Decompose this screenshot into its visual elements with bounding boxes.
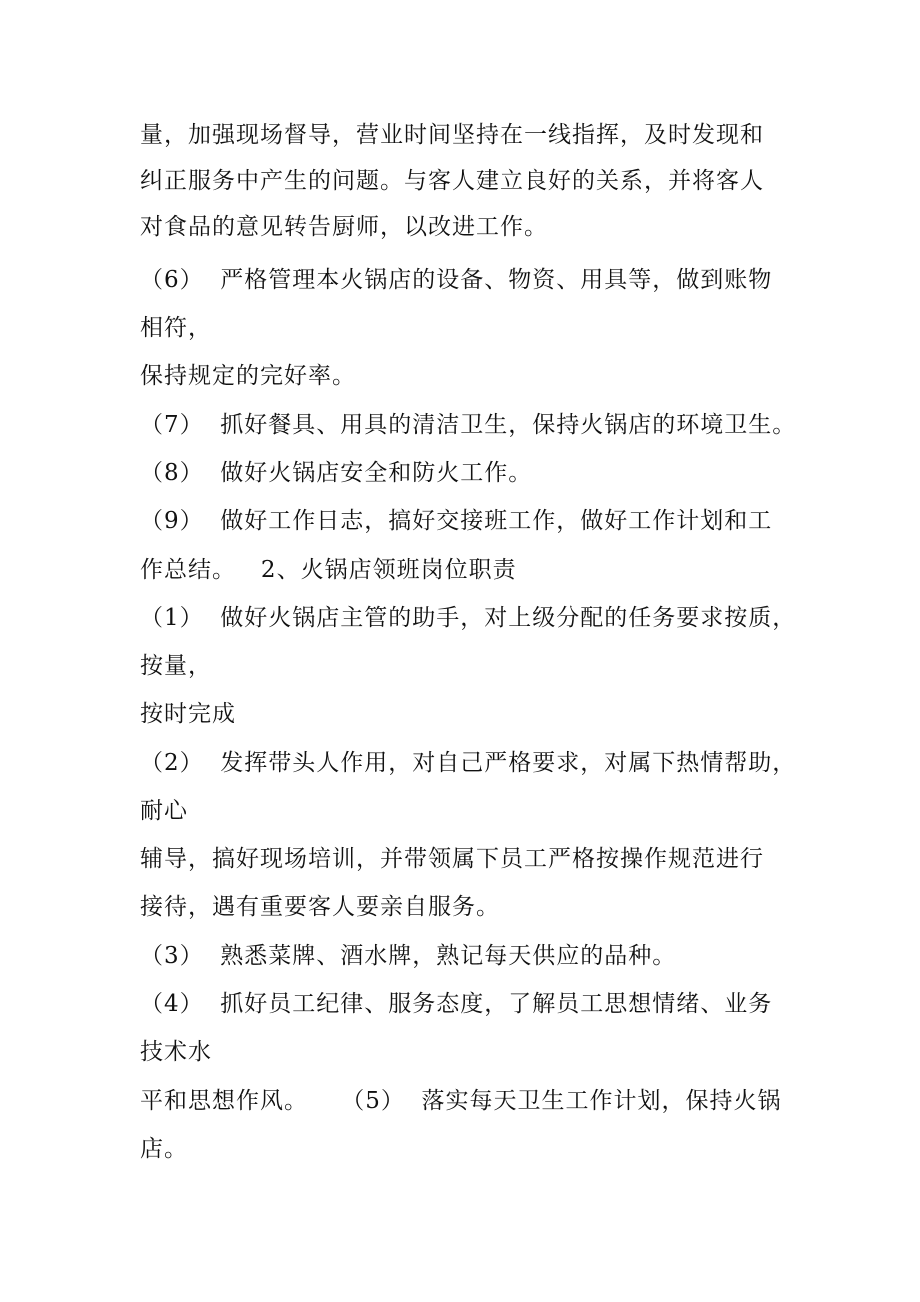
text-line: （1） 做好火锅店主管的助手，对上级分配的任务要求按质，: [140, 605, 797, 631]
text-line: 相符，: [140, 315, 212, 341]
text-line: 保持规定的完好率。: [140, 363, 356, 389]
text-line: （7） 抓好餐具、用具的清洁卫生，保持火锅店的环境卫生。: [140, 412, 797, 438]
text-line: （6） 严格管理本火锅店的设备、物资、用具等，做到账物: [140, 267, 773, 293]
text-line: 对食品的意见转告厨师，以改进工作。: [140, 214, 548, 240]
text-line: 量，加强现场督导，营业时间坚持在一线指挥，及时发现和: [140, 122, 764, 148]
text-line: 按时完成: [140, 701, 236, 727]
text-line: 平和思想作风。 （5） 落实每天卫生工作计划，保持火锅: [140, 1088, 782, 1114]
text-line: 耐心: [140, 798, 188, 824]
text-line: （8） 做好火锅店安全和防火工作。: [140, 460, 533, 486]
text-line: 作总结。 2、火锅店领班岗位职责: [140, 557, 517, 583]
text-line: 辅导，搞好现场培训，并带领属下员工严格按操作规范进行: [140, 846, 764, 872]
text-line: （9） 做好工作日志，搞好交接班工作，做好工作计划和工: [140, 508, 773, 534]
text-line: （2） 发挥带头人作用，对自己严格要求，对属下热情帮助，: [140, 750, 797, 776]
text-line: 按量，: [140, 653, 212, 679]
text-line: 纠正服务中产生的问题。与客人建立良好的关系，并将客人: [140, 168, 764, 194]
text-line: （4） 抓好员工纪律、服务态度，了解员工思想情绪、业务: [140, 991, 773, 1017]
text-line: 店。: [140, 1136, 188, 1162]
text-line: （3） 熟悉菜牌、酒水牌，熟记每天供应的品种。: [140, 943, 677, 969]
text-line: 接待，遇有重要客人要亲自服务。: [140, 894, 500, 920]
text-line: 技术水: [140, 1039, 212, 1065]
